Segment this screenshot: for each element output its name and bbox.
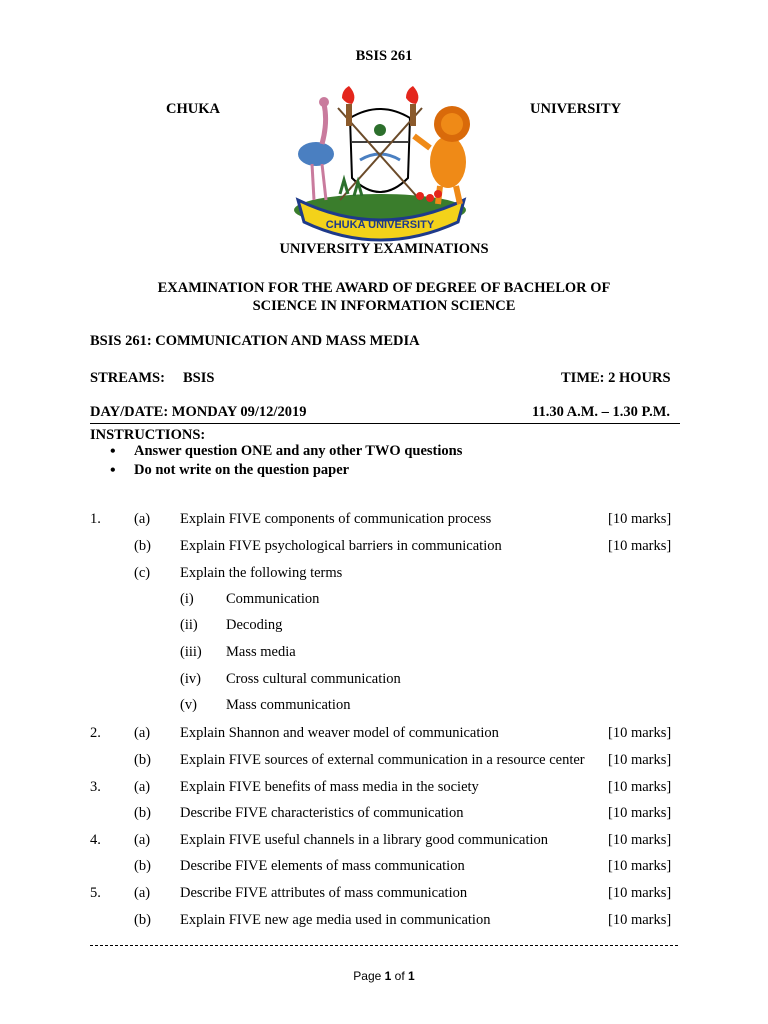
term-number: (ii)	[180, 617, 198, 633]
question-part-label: (a)	[134, 779, 151, 795]
question-marks: [10 marks]	[608, 912, 672, 928]
term-text: Decoding	[226, 617, 283, 633]
instructions-list	[90, 442, 462, 480]
end-divider	[90, 945, 678, 946]
question-part-label: (c)	[134, 565, 151, 581]
question-part-label: (b)	[134, 538, 151, 554]
term-text: Cross cultural communication	[226, 671, 401, 687]
university-logo	[280, 82, 490, 242]
exam-time-range: 11.30 A.M. – 1.30 P.M.	[532, 404, 671, 420]
award-title-line2: SCIENCE IN INFORMATION SCIENCE	[252, 298, 516, 314]
question-number: 3.	[90, 779, 101, 795]
question-text: Describe FIVE attributes of mass communication	[180, 885, 468, 901]
page-total: 1	[408, 969, 415, 983]
award-title-line1: EXAMINATION FOR THE AWARD OF DEGREE OF BACHELOR OF	[157, 280, 611, 296]
question-number: 1.	[90, 511, 101, 527]
exam-day-date: DAY/DATE: MONDAY 09/12/2019	[90, 404, 307, 420]
of-word: of	[394, 969, 405, 983]
exam-type-title: UNIVERSITY EXAMINATIONS	[279, 241, 489, 257]
question-part-label: (b)	[134, 912, 151, 928]
term-text: Mass communication	[226, 697, 351, 713]
page-number	[0, 969, 768, 983]
question-part-label: (a)	[134, 511, 151, 527]
term-text: Communication	[226, 591, 320, 607]
instruction-item: • Answer question ONE and any other TWO questions	[134, 442, 462, 461]
question-marks: [10 marks]	[608, 752, 672, 768]
term-text: Mass media	[226, 644, 296, 660]
question-part-label: (a)	[134, 832, 151, 848]
term-number: (iii)	[180, 644, 202, 660]
question-text: Explain FIVE new age media used in communication	[180, 912, 491, 928]
term-number: (i)	[180, 591, 194, 607]
question-number: 2.	[90, 725, 101, 741]
university-name-left: CHUKA	[166, 101, 220, 117]
question-text: Explain the following terms	[180, 565, 343, 581]
question-part-label: (b)	[134, 805, 151, 821]
question-marks: [10 marks]	[608, 885, 672, 901]
term-number: (v)	[180, 697, 197, 713]
question-number: 4.	[90, 832, 101, 848]
course-code-header: BSIS 261	[355, 48, 413, 64]
question-part-label: (a)	[134, 725, 151, 741]
term-number: (iv)	[180, 671, 201, 687]
question-marks: [10 marks]	[608, 805, 672, 821]
lion-icon	[430, 136, 466, 188]
instructions-title: INSTRUCTIONS:	[90, 427, 206, 443]
question-marks: [10 marks]	[608, 725, 672, 741]
question-marks: [10 marks]	[608, 511, 672, 527]
header-divider	[90, 423, 680, 424]
streams-value: BSIS	[183, 370, 215, 386]
university-name-right: UNIVERSITY	[530, 101, 622, 117]
instruction-item: • Do not write on the question paper	[134, 461, 462, 480]
question-text: Explain FIVE components of communication process	[180, 511, 492, 527]
question-part-label: (b)	[134, 752, 151, 768]
logo-banner-text: CHUKA UNIVERSITY	[325, 219, 435, 231]
streams-label: STREAMS:	[90, 370, 165, 386]
question-marks: [10 marks]	[608, 779, 672, 795]
question-marks: [10 marks]	[608, 538, 672, 554]
question-part-label: (a)	[134, 885, 151, 901]
course-title: BSIS 261: COMMUNICATION AND MASS MEDIA	[90, 333, 420, 349]
question-text: Describe FIVE characteristics of communication	[180, 805, 464, 821]
bird-icon	[298, 142, 334, 166]
page-current: 1	[384, 969, 392, 983]
question-text: Describe FIVE elements of mass communication	[180, 858, 465, 874]
question-number: 5.	[90, 885, 101, 901]
question-text: Explain FIVE sources of external communication in a resource center	[180, 752, 585, 768]
question-text: Explain FIVE benefits of mass media in the society	[180, 779, 479, 795]
page-word: Page	[353, 969, 382, 983]
question-text: Explain Shannon and weaver model of communication	[180, 725, 499, 741]
torch-flame-left-icon	[342, 86, 354, 104]
question-part-label: (b)	[134, 858, 151, 874]
question-marks: [10 marks]	[608, 858, 672, 874]
torch-flame-right-icon	[406, 86, 418, 104]
exam-duration: TIME: 2 HOURS	[561, 370, 671, 386]
question-text: Explain FIVE useful channels in a library good communication	[180, 832, 549, 848]
question-text: Explain FIVE psychological barriers in communication	[180, 538, 502, 554]
question-marks: [10 marks]	[608, 832, 672, 848]
